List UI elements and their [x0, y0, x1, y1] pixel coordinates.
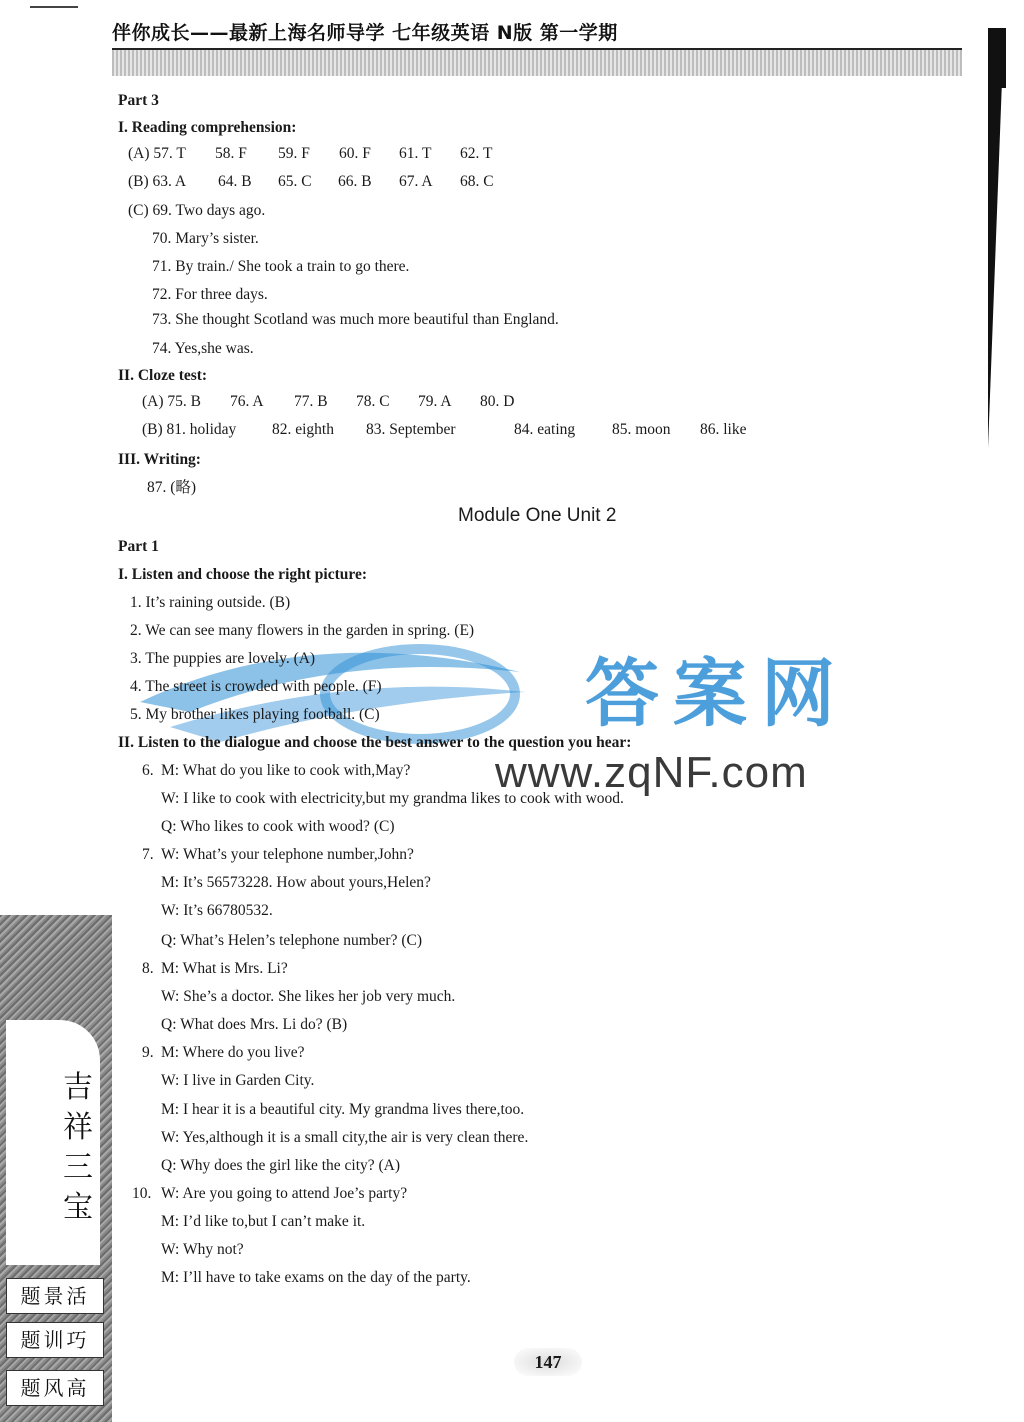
answer-cell: (B) 63. A [128, 173, 187, 190]
side-char: 三 [63, 1150, 93, 1185]
answer-cell: 67. A [399, 173, 433, 190]
dialogue-line: Q: Why does the girl like the city? (A) [161, 1157, 401, 1174]
header-band [112, 48, 962, 76]
answer-cell: 59. F [278, 145, 310, 162]
list-item: 3. The puppies are lovely. (A) [130, 650, 316, 667]
dialogue-number: 8. [142, 960, 154, 977]
header-rule [30, 6, 78, 8]
writing-heading: III. Writing: [118, 451, 201, 468]
side-tab: 题风高 [6, 1370, 104, 1406]
dialogue-line: W: I like to cook with electricity,but my grandma likes to cook with wood. [161, 790, 624, 807]
dialogue-number: 9. [142, 1044, 154, 1061]
answer-cell: 86. like [700, 421, 747, 438]
list-item: 1. It’s raining outside. (B) [130, 594, 291, 611]
dialogue-line: M: Where do you live? [161, 1044, 305, 1061]
module-title: Module One Unit 2 [458, 505, 617, 526]
list-item: (C) 69. Two days ago. [128, 202, 266, 219]
answer-cell: 79. A [418, 393, 452, 410]
list-item: 71. By train./ She took a train to go there. [152, 258, 410, 275]
reading-heading: I. Reading comprehension: [118, 119, 297, 136]
dialogue-number: 6. [142, 762, 154, 779]
watermark-url: www.zqNF.com [495, 748, 808, 797]
list-item: 74. Yes,she was. [152, 340, 254, 357]
page-number: 147 [514, 1348, 582, 1376]
listen-picture-heading: I. Listen and choose the right picture: [118, 566, 368, 583]
dialogue-line: W: It’s 66780532. [161, 902, 273, 919]
answer-cell: 82. eighth [272, 421, 334, 438]
side-char: 宝 [63, 1190, 93, 1225]
part1-heading: Part 1 [118, 538, 159, 555]
watermark-text: 答案网 [585, 651, 849, 737]
dialogue-line: M: I hear it is a beautiful city. My grandma lives there,too. [161, 1101, 525, 1118]
dialogue-line: W: I live in Garden City. [161, 1072, 315, 1089]
page-header-title: 伴你成长——最新上海名师导学 七年级英语 N版 第一学期 [112, 22, 618, 44]
dialogue-number: 10. [132, 1185, 152, 1202]
answer-cell: 83. September [366, 421, 456, 438]
side-tab: 题训巧 [6, 1322, 104, 1358]
answer-cell: 68. C [460, 173, 494, 190]
answer-cell: 58. F [215, 145, 247, 162]
writing-answer: 87. (略) [147, 479, 197, 496]
list-item: 72. For three days. [152, 286, 268, 303]
answer-cell: 77. B [294, 393, 328, 410]
answer-cell: 80. D [480, 393, 515, 410]
answer-cell: (A) 57. T [128, 145, 186, 162]
dialogue-line: W: Are you going to attend Joe’s party? [161, 1185, 408, 1202]
side-char: 祥 [63, 1110, 93, 1145]
page-edge-shadow [988, 28, 1004, 448]
dialogue-line: W: Yes,although it is a small city,the air is very clean there. [161, 1129, 529, 1146]
answer-cell: (A) 75. B [142, 393, 201, 410]
answer-cell: (B) 81. holiday [142, 421, 237, 438]
cloze-heading: II. Cloze test: [118, 367, 208, 384]
dialogue-line: W: What’s your telephone number,John? [161, 846, 414, 863]
dialogue-line: W: Why not? [161, 1241, 244, 1258]
side-vertical-label [60, 1068, 96, 1228]
answer-cell: 62. T [460, 145, 493, 162]
dialogue-line: Q: What does Mrs. Li do? (B) [161, 1016, 348, 1033]
list-item: 2. We can see many flowers in the garden in spring. (E) [130, 622, 475, 639]
answer-cell: 64. B [218, 173, 252, 190]
dialogue-number: 7. [142, 846, 154, 863]
dialogue-line: Q: Who likes to cook with wood? (C) [161, 818, 395, 835]
dialogue-line: M: I’ll have to take exams on the day of the party. [161, 1269, 471, 1286]
dialogue-line: M: What do you like to cook with,May? [161, 762, 411, 779]
answer-cell: 61. T [399, 145, 432, 162]
dialogue-line: Q: What’s Helen’s telephone number? (C) [161, 932, 422, 949]
answer-cell: 84. eating [514, 421, 576, 438]
dialogue-line: W: She’s a doctor. She likes her job very much. [161, 988, 456, 1005]
side-char: 吉 [63, 1070, 93, 1105]
answer-cell: 85. moon [612, 421, 671, 438]
answer-cell: 65. C [278, 173, 312, 190]
list-item: 73. She thought Scotland was much more beautiful than England. [152, 311, 559, 328]
answer-cell: 78. C [356, 393, 390, 410]
list-item: 4. The street is crowded with people. (F) [130, 678, 382, 695]
side-tab: 题景活 [6, 1278, 104, 1314]
answer-cell: 76. A [230, 393, 264, 410]
list-item: 70. Mary’s sister. [152, 230, 259, 247]
dialogue-heading: II. Listen to the dialogue and choose the best answer to the question you hear: [118, 734, 632, 751]
dialogue-line: M: What is Mrs. Li? [161, 960, 288, 977]
dialogue-line: M: I’d like to,but I can’t make it. [161, 1213, 366, 1230]
dialogue-line: M: It’s 56573228. How about yours,Helen? [161, 874, 431, 891]
answer-cell: 66. B [338, 173, 372, 190]
answer-cell: 60. F [339, 145, 371, 162]
part3-heading: Part 3 [118, 92, 159, 109]
list-item: 5. My brother likes playing football. (C) [130, 706, 380, 723]
